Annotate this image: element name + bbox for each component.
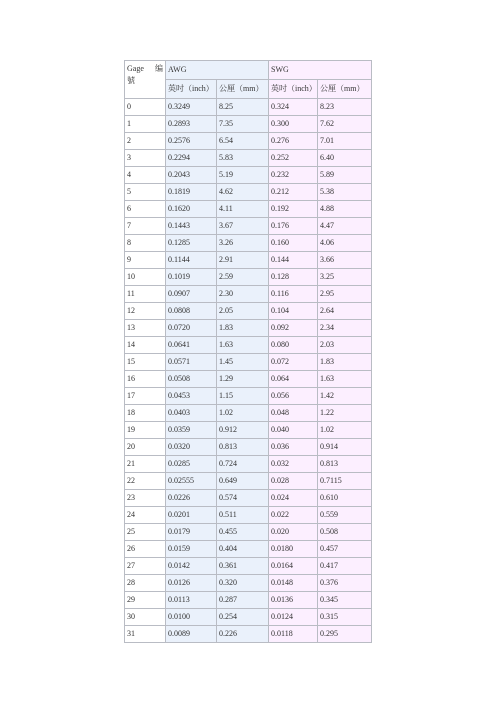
gage-cell: 11 [125, 286, 166, 303]
awg-inch-cell: 0.0159 [166, 541, 217, 558]
awg-inch-cell: 0.1144 [166, 252, 217, 269]
awg-mm-cell: 3.67 [217, 218, 269, 235]
swg-inch-cell: 0.300 [269, 116, 318, 133]
awg-inch-cell: 0.0720 [166, 320, 217, 337]
table-row [125, 371, 372, 388]
gage-cell: 31 [125, 626, 166, 643]
table-row [125, 541, 372, 558]
awg-inch-cell: 0.2043 [166, 167, 217, 184]
swg-mm-cell: 1.42 [318, 388, 372, 405]
awg-mm-cell: 6.54 [217, 133, 269, 150]
awg-mm-cell: 5.19 [217, 167, 269, 184]
swg-inch-cell: 0.192 [269, 201, 318, 218]
swg-inch-cell: 0.232 [269, 167, 318, 184]
swg-mm-cell: 3.66 [318, 252, 372, 269]
gage-cell: 5 [125, 184, 166, 201]
awg-inch-cell: 0.0113 [166, 592, 217, 609]
swg-mm-cell: 0.315 [318, 609, 372, 626]
swg-mm-cell: 4.88 [318, 201, 372, 218]
wire-gauge-table [124, 60, 372, 643]
gage-cell: 0 [125, 99, 166, 116]
awg-mm-cell: 2.59 [217, 269, 269, 286]
awg-inch-cell: 0.1620 [166, 201, 217, 218]
awg-mm-cell: 4.62 [217, 184, 269, 201]
table-row [125, 422, 372, 439]
swg-mm-cell: 0.914 [318, 439, 372, 456]
awg-mm-cell: 2.91 [217, 252, 269, 269]
swg-mm-cell: 1.22 [318, 405, 372, 422]
gage-cell: 9 [125, 252, 166, 269]
swg-mm-cell: 4.47 [318, 218, 372, 235]
swg-inch-cell: 0.020 [269, 524, 318, 541]
awg-inch-cell: 0.2893 [166, 116, 217, 133]
table-row [125, 303, 372, 320]
swg-mm-cell: 5.38 [318, 184, 372, 201]
swg-inch-cell: 0.036 [269, 439, 318, 456]
gage-cell: 10 [125, 269, 166, 286]
awg-mm-cell: 4.11 [217, 201, 269, 218]
gage-cell: 23 [125, 490, 166, 507]
gage-cell: 29 [125, 592, 166, 609]
swg-mm-cell: 2.34 [318, 320, 372, 337]
awg-inch-cell: 0.0907 [166, 286, 217, 303]
gage-cell: 12 [125, 303, 166, 320]
gage-cell: 15 [125, 354, 166, 371]
table-row [125, 252, 372, 269]
awg-mm-cell: 0.912 [217, 422, 269, 439]
awg-inch-cell: 0.0100 [166, 609, 217, 626]
awg-mm-cell: 1.63 [217, 337, 269, 354]
gage-cell: 22 [125, 473, 166, 490]
swg-inch-cell: 0.252 [269, 150, 318, 167]
swg-inch-cell: 0.092 [269, 320, 318, 337]
gage-cell: 1 [125, 116, 166, 133]
awg-mm-cell: 2.30 [217, 286, 269, 303]
swg-inch-cell: 0.0118 [269, 626, 318, 643]
swg-inch-cell: 0.022 [269, 507, 318, 524]
table-row [125, 456, 372, 473]
table-row [125, 490, 372, 507]
gage-cell: 28 [125, 575, 166, 592]
awg-inch-cell: 0.0641 [166, 337, 217, 354]
gage-cell: 24 [125, 507, 166, 524]
table-row [125, 320, 372, 337]
table-row [125, 524, 372, 541]
swg-inch-header: 英吋（inch） [269, 80, 318, 99]
table-row [125, 626, 372, 643]
swg-mm-cell: 1.63 [318, 371, 372, 388]
gage-cell: 6 [125, 201, 166, 218]
table-row [125, 337, 372, 354]
swg-inch-cell: 0.028 [269, 473, 318, 490]
swg-mm-cell: 2.03 [318, 337, 372, 354]
gage-cell: 8 [125, 235, 166, 252]
awg-mm-cell: 5.83 [217, 150, 269, 167]
gage-cell: 13 [125, 320, 166, 337]
swg-mm-cell: 0.813 [318, 456, 372, 473]
awg-mm-cell: 3.26 [217, 235, 269, 252]
awg-inch-cell: 0.0226 [166, 490, 217, 507]
table-row [125, 473, 372, 490]
awg-inch-cell: 0.1819 [166, 184, 217, 201]
swg-mm-cell: 7.01 [318, 133, 372, 150]
table-row [125, 269, 372, 286]
swg-mm-cell: 0.559 [318, 507, 372, 524]
gage-cell: 16 [125, 371, 166, 388]
awg-mm-cell: 7.35 [217, 116, 269, 133]
swg-inch-cell: 0.064 [269, 371, 318, 388]
swg-mm-cell: 0.417 [318, 558, 372, 575]
awg-mm-cell: 1.15 [217, 388, 269, 405]
gage-cell: 30 [125, 609, 166, 626]
swg-inch-cell: 0.0164 [269, 558, 318, 575]
awg-inch-cell: 0.0453 [166, 388, 217, 405]
table-row [125, 575, 372, 592]
awg-mm-cell: 0.404 [217, 541, 269, 558]
swg-mm-cell: 0.295 [318, 626, 372, 643]
table-row [125, 184, 372, 201]
awg-inch-cell: 0.02555 [166, 473, 217, 490]
table-row [125, 218, 372, 235]
table-row [125, 507, 372, 524]
swg-mm-cell: 1.83 [318, 354, 372, 371]
swg-mm-cell: 3.25 [318, 269, 372, 286]
swg-mm-cell: 1.02 [318, 422, 372, 439]
swg-inch-cell: 0.144 [269, 252, 318, 269]
gage-cell: 21 [125, 456, 166, 473]
swg-mm-cell: 0.7115 [318, 473, 372, 490]
swg-inch-cell: 0.040 [269, 422, 318, 439]
gage-cell: 14 [125, 337, 166, 354]
swg-inch-cell: 0.324 [269, 99, 318, 116]
swg-inch-cell: 0.160 [269, 235, 318, 252]
table-row [125, 167, 372, 184]
awg-inch-cell: 0.0285 [166, 456, 217, 473]
awg-mm-cell: 0.511 [217, 507, 269, 524]
gage-cell: 3 [125, 150, 166, 167]
awg-mm-cell: 8.25 [217, 99, 269, 116]
table-row [125, 116, 372, 133]
swg-inch-cell: 0.048 [269, 405, 318, 422]
awg-mm-cell: 0.455 [217, 524, 269, 541]
awg-inch-cell: 0.3249 [166, 99, 217, 116]
swg-inch-cell: 0.056 [269, 388, 318, 405]
table-row [125, 235, 372, 252]
gage-header [125, 61, 166, 99]
header-row-groups [125, 61, 372, 80]
swg-mm-header: 公厘（mm） [318, 80, 372, 99]
swg-inch-cell: 0.212 [269, 184, 318, 201]
gage-cell: 17 [125, 388, 166, 405]
swg-inch-cell: 0.116 [269, 286, 318, 303]
gage-header-label-3: 號 [127, 76, 135, 85]
awg-mm-cell: 1.83 [217, 320, 269, 337]
swg-mm-cell: 7.62 [318, 116, 372, 133]
awg-inch-cell: 0.1285 [166, 235, 217, 252]
awg-inch-cell: 0.0571 [166, 354, 217, 371]
swg-inch-cell: 0.0136 [269, 592, 318, 609]
swg-mm-cell: 2.64 [318, 303, 372, 320]
swg-mm-cell: 5.89 [318, 167, 372, 184]
swg-mm-cell: 6.40 [318, 150, 372, 167]
gage-cell: 18 [125, 405, 166, 422]
awg-inch-cell: 0.2576 [166, 133, 217, 150]
awg-mm-cell: 0.287 [217, 592, 269, 609]
awg-inch-cell: 0.0142 [166, 558, 217, 575]
swg-inch-cell: 0.032 [269, 456, 318, 473]
awg-mm-cell: 0.226 [217, 626, 269, 643]
swg-inch-cell: 0.276 [269, 133, 318, 150]
awg-mm-cell: 0.320 [217, 575, 269, 592]
awg-inch-cell: 0.0403 [166, 405, 217, 422]
table-row [125, 201, 372, 218]
swg-mm-cell: 0.345 [318, 592, 372, 609]
awg-mm-cell: 0.574 [217, 490, 269, 507]
gage-cell: 7 [125, 218, 166, 235]
swg-inch-cell: 0.0124 [269, 609, 318, 626]
table-row [125, 558, 372, 575]
gage-cell: 26 [125, 541, 166, 558]
swg-mm-cell: 0.376 [318, 575, 372, 592]
table-row [125, 592, 372, 609]
awg-mm-cell: 0.361 [217, 558, 269, 575]
awg-inch-cell: 0.2294 [166, 150, 217, 167]
table-row [125, 286, 372, 303]
gage-cell: 19 [125, 422, 166, 439]
swg-inch-cell: 0.0148 [269, 575, 318, 592]
gage-cell: 25 [125, 524, 166, 541]
awg-inch-cell: 0.1019 [166, 269, 217, 286]
gage-header-label-2: 编 [155, 64, 163, 73]
table-row [125, 150, 372, 167]
swg-mm-cell: 4.06 [318, 235, 372, 252]
swg-inch-cell: 0.024 [269, 490, 318, 507]
swg-mm-cell: 0.457 [318, 541, 372, 558]
awg-mm-cell: 1.29 [217, 371, 269, 388]
swg-inch-cell: 0.104 [269, 303, 318, 320]
awg-mm-cell: 1.45 [217, 354, 269, 371]
swg-inch-cell: 0.0180 [269, 541, 318, 558]
table-row [125, 99, 372, 116]
awg-inch-cell: 0.0201 [166, 507, 217, 524]
awg-mm-cell: 0.813 [217, 439, 269, 456]
awg-inch-cell: 0.1443 [166, 218, 217, 235]
table-row [125, 405, 372, 422]
swg-inch-cell: 0.080 [269, 337, 318, 354]
awg-mm-header: 公厘（mm） [217, 80, 269, 99]
table-row [125, 388, 372, 405]
swg-mm-cell: 2.95 [318, 286, 372, 303]
swg-inch-cell: 0.176 [269, 218, 318, 235]
swg-inch-cell: 0.128 [269, 269, 318, 286]
awg-mm-cell: 0.254 [217, 609, 269, 626]
table-row [125, 133, 372, 150]
awg-mm-cell: 2.05 [217, 303, 269, 320]
awg-inch-cell: 0.0808 [166, 303, 217, 320]
table-row [125, 354, 372, 371]
awg-inch-cell: 0.0508 [166, 371, 217, 388]
swg-mm-cell: 8.23 [318, 99, 372, 116]
awg-inch-cell: 0.0089 [166, 626, 217, 643]
awg-mm-cell: 0.724 [217, 456, 269, 473]
table-row [125, 609, 372, 626]
awg-group-header: AWG [166, 61, 269, 80]
awg-inch-header: 英吋（inch） [166, 80, 217, 99]
gage-cell: 2 [125, 133, 166, 150]
swg-mm-cell: 0.508 [318, 524, 372, 541]
swg-inch-cell: 0.072 [269, 354, 318, 371]
swg-mm-cell: 0.610 [318, 490, 372, 507]
awg-mm-cell: 0.649 [217, 473, 269, 490]
awg-inch-cell: 0.0126 [166, 575, 217, 592]
gage-header-label: Gage [127, 64, 144, 73]
gage-cell: 20 [125, 439, 166, 456]
table-row [125, 439, 372, 456]
gage-cell: 27 [125, 558, 166, 575]
gage-cell: 4 [125, 167, 166, 184]
awg-mm-cell: 1.02 [217, 405, 269, 422]
swg-group-header: SWG [269, 61, 372, 80]
awg-inch-cell: 0.0320 [166, 439, 217, 456]
awg-inch-cell: 0.0179 [166, 524, 217, 541]
awg-inch-cell: 0.0359 [166, 422, 217, 439]
